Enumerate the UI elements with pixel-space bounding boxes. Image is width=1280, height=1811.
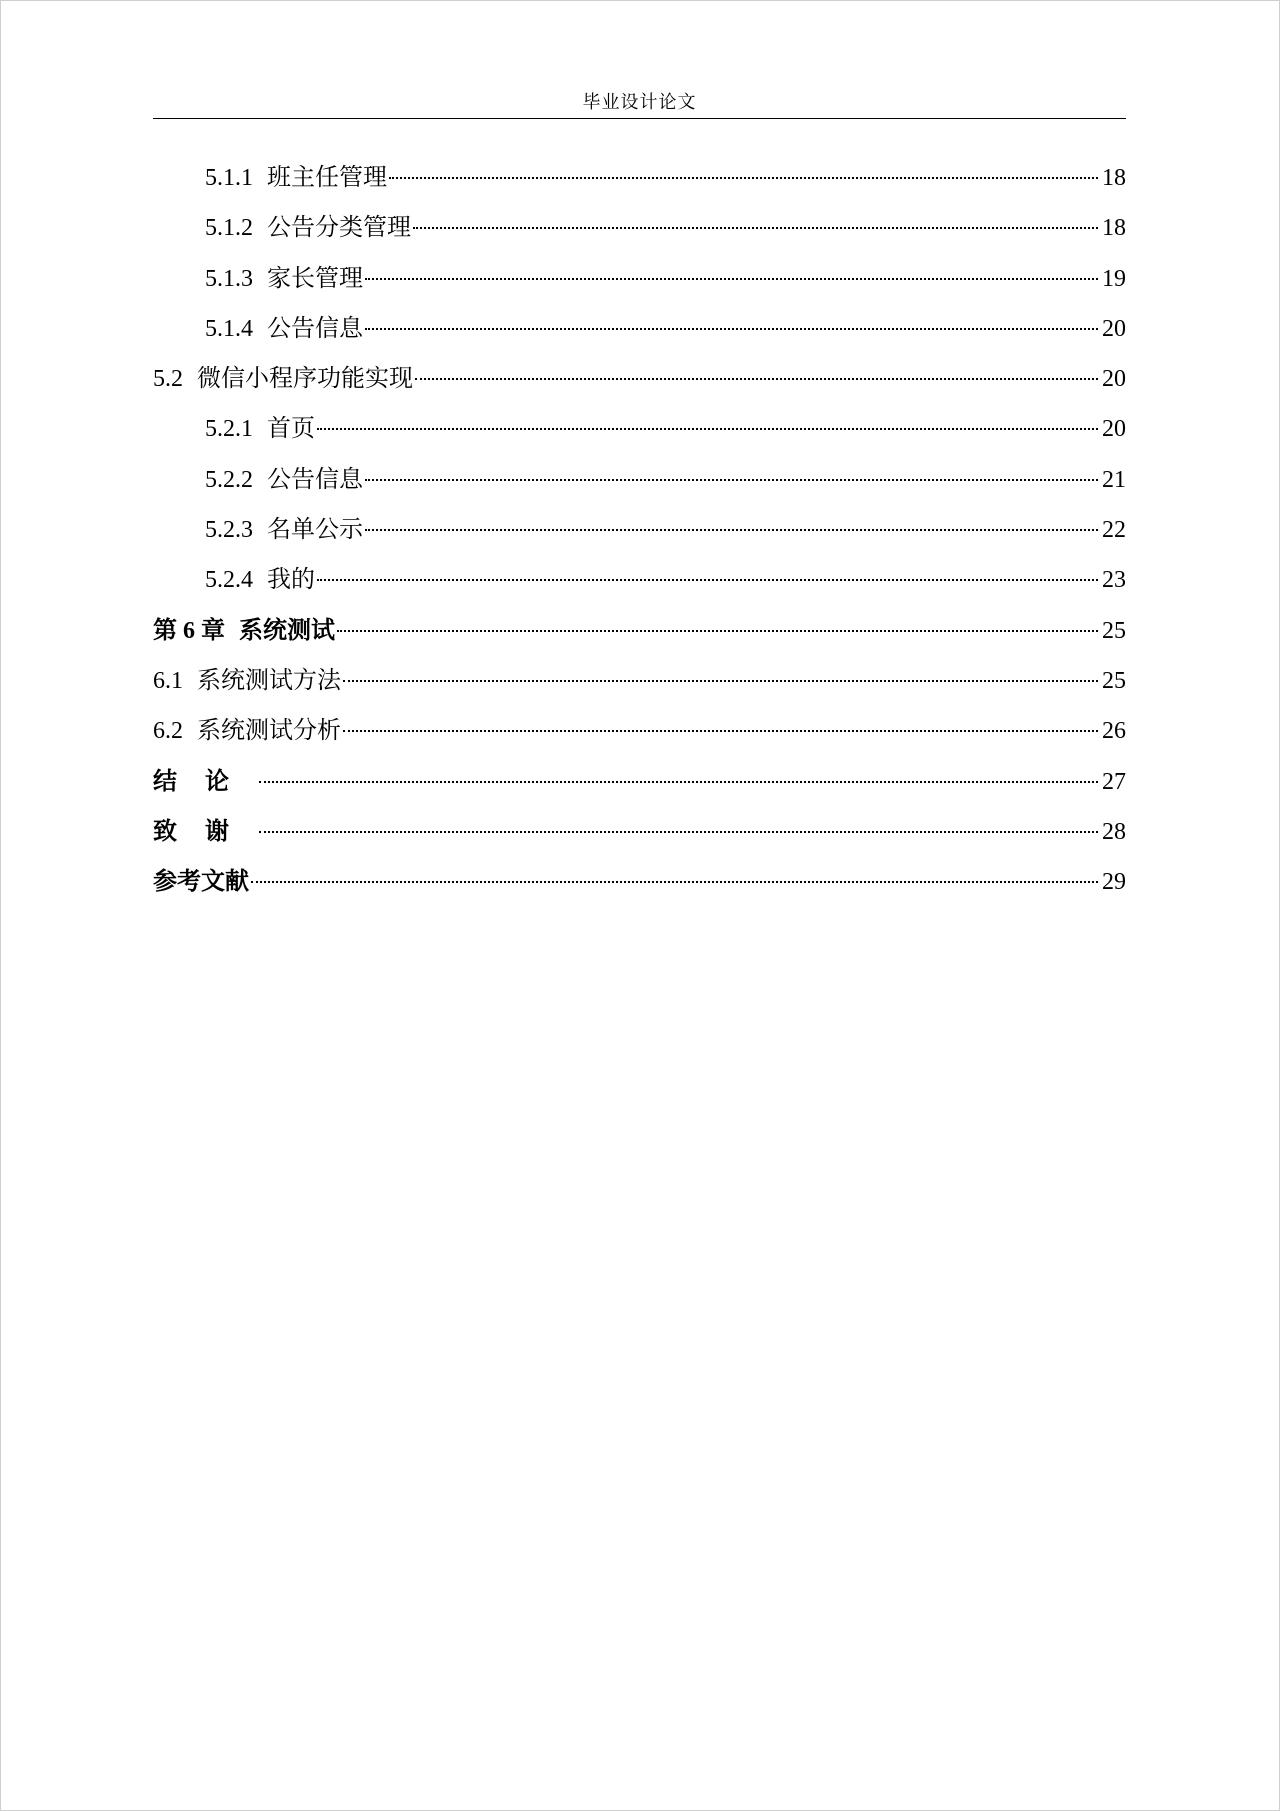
toc-entry-page-number: 27 (1102, 768, 1126, 795)
dot-leader (259, 831, 1098, 833)
dot-leader (343, 680, 1098, 682)
toc-entry-page-number: 29 (1102, 869, 1126, 896)
toc-entry[interactable] (153, 613, 1126, 663)
toc-entry-number: 5.2.4 (205, 567, 253, 594)
toc-entry-title: 我的 (267, 567, 315, 594)
dot-leader (365, 529, 1098, 531)
dot-leader (259, 781, 1098, 783)
toc-entry-title: 微信小程序功能实现 (197, 366, 413, 393)
toc-entry[interactable] (153, 663, 1126, 713)
toc-entry-label (205, 411, 315, 447)
toc-entry[interactable] (153, 261, 1126, 311)
toc-entry-label (205, 210, 411, 246)
toc-entry-number: 6.2 (153, 718, 183, 745)
dot-leader (365, 479, 1098, 481)
dot-leader (343, 730, 1098, 732)
toc-entry[interactable] (153, 462, 1126, 512)
toc-entry-title: 系统测试 (239, 617, 335, 644)
toc-entry[interactable] (153, 512, 1126, 562)
toc-entry-number: 5.2.1 (205, 416, 253, 443)
toc-entry-number: 6.1 (153, 667, 183, 694)
toc-entry-label (153, 814, 257, 850)
toc-entry-label (153, 663, 341, 699)
toc-entry-page-number: 25 (1102, 617, 1126, 644)
toc-entry-page-number: 19 (1102, 265, 1126, 292)
toc-entry-label (153, 361, 413, 397)
table-of-contents (153, 160, 1126, 914)
toc-entry[interactable] (153, 361, 1126, 411)
toc-entry-title: 结论 (153, 768, 257, 795)
toc-entry[interactable] (153, 210, 1126, 260)
dot-leader (317, 579, 1098, 581)
toc-entry-label (153, 613, 335, 649)
toc-entry-number: 5.2 (153, 366, 183, 393)
toc-entry-title: 致谢 (153, 818, 257, 845)
toc-entry-number: 5.1.1 (205, 165, 253, 191)
dot-leader (365, 278, 1098, 280)
toc-entry-label (153, 713, 341, 749)
toc-entry-number: 5.1.3 (205, 265, 253, 292)
toc-entry-title: 班主任管理 (267, 165, 387, 191)
toc-entry[interactable] (153, 814, 1126, 864)
dot-leader (317, 428, 1098, 430)
toc-entry-number: 5.1.2 (205, 215, 253, 242)
toc-entry-title: 家长管理 (267, 265, 363, 292)
toc-entry-title: 参考文献 (153, 869, 249, 896)
toc-entry-label (205, 512, 363, 548)
toc-entry-page-number: 20 (1102, 315, 1126, 342)
dot-leader (389, 177, 1098, 179)
toc-entry-page-number: 20 (1102, 366, 1126, 393)
toc-entry[interactable] (153, 411, 1126, 461)
toc-entry-page-number: 26 (1102, 718, 1126, 745)
toc-entry-title: 系统测试分析 (197, 718, 341, 745)
toc-entry-label (205, 562, 315, 598)
toc-entry[interactable] (153, 864, 1126, 914)
toc-entry-number: 第 6 章 (153, 617, 225, 644)
toc-entry-title: 公告信息 (267, 315, 363, 342)
toc-entry-page-number: 18 (1102, 165, 1126, 191)
toc-entry-label (153, 864, 249, 900)
toc-entry-number: 5.2.3 (205, 517, 253, 544)
toc-entry[interactable] (153, 713, 1126, 763)
dot-leader (251, 881, 1098, 883)
toc-entry-page-number: 28 (1102, 818, 1126, 845)
dot-leader (337, 630, 1098, 632)
toc-entry-page-number: 20 (1102, 416, 1126, 443)
toc-entry-page-number: 25 (1102, 667, 1126, 694)
toc-entry-title: 首页 (267, 416, 315, 443)
toc-entry-page-number: 22 (1102, 517, 1126, 544)
toc-entry-title: 公告分类管理 (267, 215, 411, 242)
toc-entry-label (205, 261, 363, 297)
dot-leader (365, 328, 1098, 330)
toc-entry-page-number: 21 (1102, 466, 1126, 493)
toc-entry-number: 5.2.2 (205, 466, 253, 493)
toc-entry[interactable] (153, 562, 1126, 612)
dot-leader (415, 378, 1098, 380)
toc-entry-title: 系统测试方法 (197, 667, 341, 694)
running-header: 毕业设计论文 (582, 92, 697, 112)
dot-leader (413, 227, 1098, 229)
toc-entry-page-number: 23 (1102, 567, 1126, 594)
toc-entry-title: 名单公示 (267, 517, 363, 544)
toc-entry-page-number: 18 (1102, 215, 1126, 242)
toc-entry-title: 公告信息 (267, 466, 363, 493)
toc-entry-label (205, 462, 363, 498)
toc-entry-label (205, 160, 387, 196)
toc-entry[interactable] (153, 764, 1126, 814)
toc-entry[interactable] (153, 311, 1126, 361)
toc-entry[interactable] (153, 160, 1126, 210)
toc-entry-number: 5.1.4 (205, 315, 253, 342)
header-rule (153, 118, 1126, 119)
toc-entry-label (153, 764, 257, 800)
toc-entry-label (205, 311, 363, 347)
